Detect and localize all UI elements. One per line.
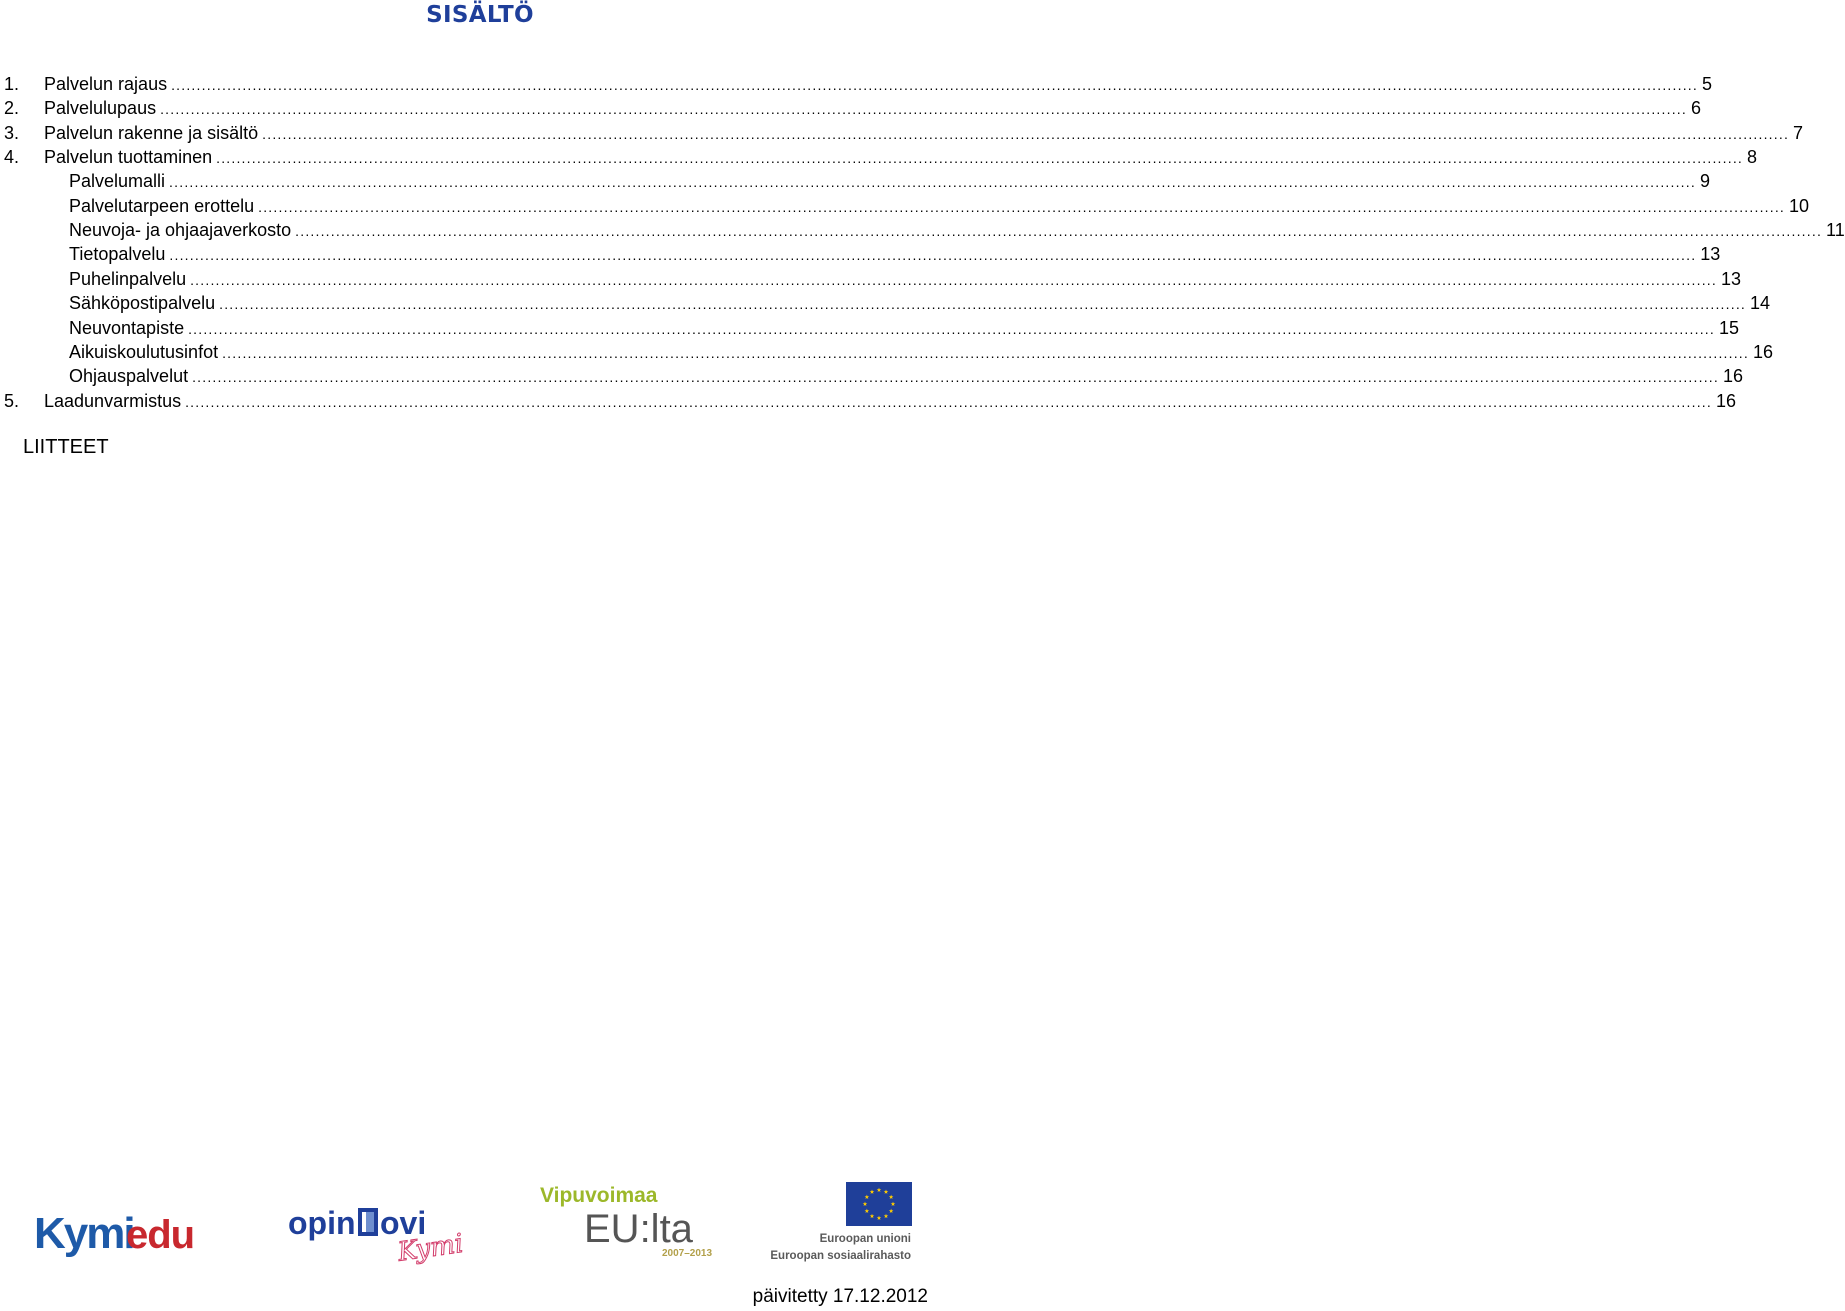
toc-page-number: 14: [1750, 293, 1771, 314]
toc-entry[interactable]: [4, 145, 1758, 169]
toc-page-number: 9: [1699, 171, 1710, 192]
toc-label: Palvelun tuottaminen: [44, 147, 213, 168]
vipuvoimaa-logo: [538, 1180, 718, 1260]
toc-label: Palvelutarpeen erottelu: [69, 195, 255, 216]
toc-page-number: 16: [1715, 390, 1737, 411]
eu-logo: [764, 1180, 924, 1266]
toc-leader-dots: ............................................................................................................................................................................................................................................................................................................: [216, 150, 1744, 167]
eu-text-1: Euroopan unioni: [819, 1233, 911, 1245]
toc-page-number: 16: [1722, 366, 1744, 387]
page-title: SISÄLTÖ: [426, 2, 534, 28]
eulta-text: EU:lta: [584, 1207, 693, 1251]
toc-leader-dots: ............................................................................................................................................................................................................................................................................................................: [169, 247, 1697, 264]
toc-label: Palvelumalli: [69, 171, 166, 192]
toc-page-number: 8: [1747, 147, 1758, 168]
toc-page-number: 13: [1721, 268, 1742, 289]
toc-number: 4.: [4, 147, 20, 168]
toc-leader-dots: ............................................................................................................................................................................................................................................................................................................: [169, 174, 1696, 191]
toc-label: Ohjauspalvelut: [69, 366, 189, 387]
attachments-heading: LIITTEET: [23, 436, 109, 458]
door-icon: [358, 1208, 378, 1236]
opinovi-text-2: ovi: [380, 1205, 427, 1241]
kymiedu-logo: [34, 1200, 204, 1260]
toc-page-number: 10: [1789, 195, 1810, 216]
kymiedu-text-2: edu: [126, 1213, 195, 1257]
toc-entry[interactable]: [69, 364, 1744, 388]
toc-label: Neuvoja- ja ohjaajaverkosto: [69, 220, 292, 241]
toc-entry[interactable]: [4, 121, 1804, 145]
toc-page-number: 6: [1690, 98, 1701, 119]
toc-number: 3.: [4, 122, 20, 143]
toc-entry[interactable]: [69, 291, 1771, 315]
toc-leader-dots: ............................................................................................................................................................................................................................................................................................................: [192, 369, 1719, 386]
toc-label: Palvelulupaus: [44, 98, 157, 119]
toc-label: Palvelun rajaus: [44, 74, 168, 94]
toc-entry[interactable]: [69, 194, 1810, 218]
toc-page-number: 5: [1701, 74, 1712, 94]
vipuvoimaa-text: Vipuvoimaa: [540, 1184, 658, 1207]
toc-entry[interactable]: [69, 340, 1774, 364]
toc-leader-dots: ............................................................................................................................................................................................................................................................................................................: [222, 344, 1749, 361]
toc-page-number: 13: [1700, 244, 1721, 265]
updated-date: päivitetty 17.12.2012: [752, 1286, 928, 1307]
years-text: 2007–2013: [662, 1248, 713, 1259]
toc-page-number: 11: [1826, 220, 1845, 241]
opinovi-logo: [288, 1200, 468, 1268]
toc-entry[interactable]: [4, 72, 1712, 96]
toc-entry[interactable]: [69, 218, 1845, 242]
toc-label: Aikuiskoulutusinfot: [69, 341, 219, 362]
toc-entry[interactable]: [4, 96, 1701, 120]
toc-leader-dots: ............................................................................................................................................................................................................................................................................................................: [295, 223, 1823, 240]
toc-leader-dots: ............................................................................................................................................................................................................................................................................................................: [160, 101, 1687, 118]
toc-number: 5.: [4, 390, 20, 411]
toc-leader-dots: ............................................................................................................................................................................................................................................................................................................: [171, 77, 1698, 93]
toc-entry[interactable]: [69, 169, 1710, 193]
toc-entry[interactable]: [69, 242, 1721, 266]
toc-leader-dots: ............................................................................................................................................................................................................................................................................................................: [190, 271, 1717, 288]
eu-text-2: Euroopan sosiaalirahasto: [770, 1250, 911, 1262]
kymiedu-text-1: Kymi: [34, 1209, 134, 1258]
toc-number: 1.: [4, 74, 20, 94]
opinovi-script: Kymi: [396, 1228, 466, 1268]
toc-page-number: 16: [1753, 341, 1774, 362]
toc-leader-dots: ............................................................................................................................................................................................................................................................................................................: [185, 393, 1712, 410]
toc-entry[interactable]: [69, 316, 1740, 340]
toc-label: Laadunvarmistus: [44, 390, 182, 411]
toc-label: Puhelinpalvelu: [69, 268, 187, 289]
toc-leader-dots: ............................................................................................................................................................................................................................................................................................................: [188, 320, 1715, 337]
toc-page-number: 15: [1718, 317, 1740, 338]
toc-number: 2.: [4, 98, 20, 119]
toc-entry[interactable]: [69, 267, 1742, 291]
toc-label: Tietopalvelu: [69, 244, 166, 265]
toc-leader-dots: ............................................................................................................................................................................................................................................................................................................: [262, 125, 1790, 142]
toc-leader-dots: ............................................................................................................................................................................................................................................................................................................: [219, 296, 1747, 313]
toc-label: Neuvontapiste: [69, 317, 185, 338]
toc-label: Palvelun rakenne ja sisältö: [44, 122, 259, 143]
toc-entry[interactable]: [4, 389, 1737, 413]
toc-page-number: 7: [1793, 122, 1804, 143]
toc-label: Sähköpostipalvelu: [69, 293, 216, 314]
opinovi-text-1: opin: [288, 1205, 356, 1241]
toc-leader-dots: ............................................................................................................................................................................................................................................................................................................: [258, 198, 1786, 215]
